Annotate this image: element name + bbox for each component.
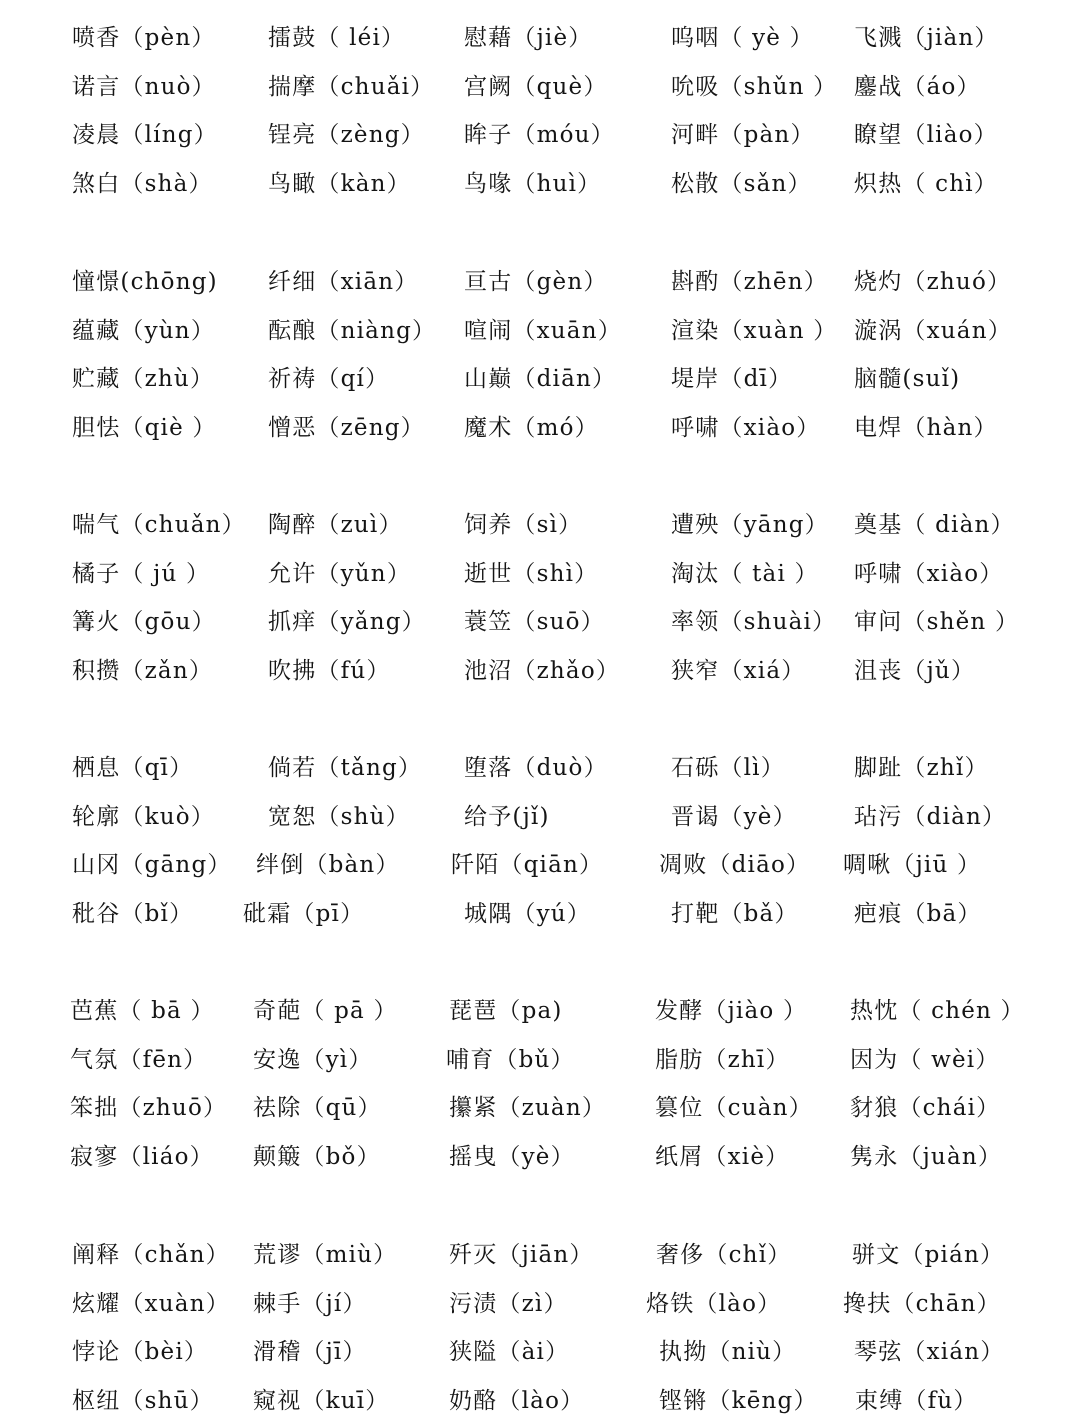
word-entry: 笨拙（zhuō） (70, 1095, 228, 1122)
word-entry: 给予(jǐ) (464, 803, 550, 830)
word-entry: 松散（sǎn） (671, 170, 812, 197)
word-entry: 啁啾（jiū ） (843, 852, 982, 879)
word-entry: 棘手（jí） (253, 1290, 367, 1317)
word-entry: 奢侈（chǐ） (656, 1242, 792, 1268)
word-group-6 (0, 1231, 1080, 1425)
word-entry: 魔术（mó） (464, 414, 599, 441)
word-entry: 倘若（tǎng） (268, 755, 423, 781)
word-row (0, 744, 1080, 793)
word-entry: 歼灭（jiān） (449, 1242, 594, 1268)
word-entry: 烙铁（lào） (646, 1290, 782, 1317)
word-entry: 悖论（bèi） (72, 1339, 209, 1366)
word-entry: 诺言（nuò） (72, 73, 216, 100)
word-row (0, 550, 1080, 599)
word-group-1 (0, 14, 1080, 208)
word-entry: 污渍（zì） (449, 1290, 568, 1317)
word-entry: 贮藏（zhù） (72, 366, 215, 393)
word-entry: 气氛（fēn） (70, 1046, 208, 1073)
word-entry: 率领（shuài） (671, 609, 837, 636)
word-entry: 滑稽（jī） (253, 1339, 367, 1366)
word-entry: 疤痕（bā） (854, 900, 982, 927)
word-entry: 奠基（ diàn） (854, 512, 1015, 538)
word-entry: 轮廓（kuò） (72, 803, 215, 830)
word-entry: 发酵（jiào ） (655, 998, 808, 1024)
word-row (0, 1377, 1080, 1425)
word-entry: 煞白（shà） (72, 170, 213, 197)
word-row (0, 598, 1080, 647)
word-entry: 寂寥（liáo） (70, 1143, 214, 1170)
word-entry: 山巅（diān） (464, 366, 617, 393)
word-entry: 漩涡（xuán） (854, 317, 1012, 344)
word-row (0, 14, 1080, 63)
word-entry: 安逸（yì） (253, 1046, 373, 1073)
word-entry: 橘子（ jú ） (72, 560, 211, 587)
word-entry: 束缚（fù） (855, 1387, 978, 1414)
word-entry: 池沼（zhǎo） (464, 657, 621, 684)
word-entry: 狭隘（ài） (449, 1339, 570, 1366)
word-entry: 攥紧（zuàn） (449, 1095, 607, 1122)
word-entry: 吹拂（fú） (268, 657, 391, 684)
word-entry: 宽恕（shù） (268, 803, 410, 830)
word-row (0, 1133, 1080, 1182)
word-entry: 蕴藏（yùn） (72, 317, 216, 344)
word-entry: 呼啸（xiào） (671, 414, 821, 441)
word-entry: 搀扶（chān） (843, 1290, 1001, 1317)
word-entry: 凌晨（líng） (72, 122, 218, 149)
word-entry: 凋败（diāo） (659, 852, 811, 879)
word-entry: 飞溅（jiàn） (854, 25, 999, 51)
word-entry: 因为（ wèi） (850, 1046, 1000, 1073)
word-entry: 芭蕉（ bā ） (70, 998, 215, 1024)
word-row (0, 63, 1080, 112)
word-row (0, 1036, 1080, 1085)
word-row (0, 307, 1080, 356)
word-row (0, 1328, 1080, 1377)
word-entry: 绊倒（bàn） (256, 852, 400, 879)
word-entry: 荒谬（miù） (253, 1242, 398, 1268)
word-entry: 胆怯（qiè ） (72, 414, 217, 441)
word-entry: 铿锵（kēng） (659, 1387, 818, 1414)
word-entry: 鏖战（áo） (854, 73, 981, 100)
word-entry: 玷污（diàn） (854, 803, 1007, 830)
word-entry: 窥视（kuī） (253, 1387, 390, 1414)
word-entry: 枢纽（shū） (72, 1387, 214, 1414)
word-entry: 炫耀（xuàn） (72, 1290, 230, 1317)
word-entry: 眸子（móu） (464, 122, 615, 149)
word-entry: 城隅（yú） (464, 900, 592, 927)
word-entry: 骈文（pián） (852, 1242, 1005, 1268)
word-group-2 (0, 258, 1080, 452)
word-entry: 琴弦（xián） (854, 1339, 1005, 1366)
word-entry: 抓痒（yǎng） (268, 609, 426, 636)
word-entry: 憎恶（zēng） (268, 414, 425, 441)
word-row (0, 1084, 1080, 1133)
word-row (0, 647, 1080, 696)
word-entry: 渲染（xuàn ） (671, 317, 838, 344)
word-entry: 颠簸（bǒ） (253, 1143, 381, 1170)
word-entry: 祛除（qū） (253, 1095, 382, 1122)
word-entry: 堤岸（dī） (671, 366, 793, 393)
word-entry: 斟酌（zhēn） (671, 269, 828, 295)
word-entry: 奇葩（ pā ） (253, 998, 398, 1024)
word-entry: 喷香（pèn） (72, 25, 216, 51)
word-row (0, 258, 1080, 307)
word-entry: 脂肪（zhī） (655, 1046, 790, 1073)
word-entry: 晋谒（yè） (671, 803, 797, 830)
word-row (0, 1231, 1080, 1280)
word-entry: 执拗（niù） (659, 1339, 797, 1366)
word-entry: 呼啸（xiào） (854, 560, 1004, 587)
word-entry: 逝世（shì） (464, 560, 599, 587)
word-entry: 亘古（gèn） (464, 269, 608, 295)
word-row (0, 501, 1080, 550)
word-entry: 遭殃（yāng） (671, 512, 829, 538)
word-row (0, 404, 1080, 453)
word-entry: 酝酿（niàng） (268, 317, 437, 344)
word-entry: 纸屑（xiè） (655, 1143, 790, 1170)
word-entry: 豺狼（chái） (850, 1095, 1001, 1122)
word-entry: 积攒（zǎn） (72, 657, 214, 684)
word-entry: 揣摩（chuǎi） (268, 73, 435, 100)
word-entry: 奶酪（lào） (449, 1387, 585, 1414)
word-entry: 哺育（bǔ） (446, 1046, 575, 1073)
word-entry: 阐释（chǎn） (72, 1242, 230, 1268)
word-group-4 (0, 744, 1080, 938)
word-entry: 鸟喙（huì） (464, 170, 602, 197)
word-entry: 琵琶（pa) (449, 998, 563, 1024)
word-entry: 栖息（qī） (72, 755, 194, 781)
word-row (0, 355, 1080, 404)
word-entry: 山冈（gāng） (72, 852, 232, 879)
word-entry: 摇曳（yè） (449, 1143, 575, 1170)
word-entry: 允许（yǔn） (268, 560, 412, 587)
word-entry: 烧灼（zhuó） (854, 269, 1012, 295)
word-entry: 审问（shěn ） (854, 609, 1020, 636)
word-entry: 祈祷（qí） (268, 366, 390, 393)
word-entry: 陶醉（zuì） (268, 512, 403, 538)
word-entry: 篡位（cuàn） (655, 1095, 813, 1122)
word-group-5 (0, 987, 1080, 1181)
word-entry: 石砾（lì） (671, 755, 785, 781)
word-entry: 电焊（hàn） (854, 414, 998, 441)
word-entry: 热忱（ chén ） (850, 998, 1025, 1024)
word-entry: 吮吸（shǔn ） (671, 73, 838, 100)
word-entry: 喧闹（xuān） (464, 317, 622, 344)
word-row (0, 160, 1080, 209)
word-entry: 呜咽（ yè ） (671, 25, 814, 51)
word-entry: 沮丧（jǔ） (854, 657, 976, 684)
word-row (0, 111, 1080, 160)
word-entry: 擂鼓（ léi） (268, 25, 406, 51)
word-entry: 堕落（duò） (464, 755, 608, 781)
word-entry: 篝火（gōu） (72, 609, 216, 636)
word-entry: 纤细（xiān） (268, 269, 419, 295)
word-group-3 (0, 501, 1080, 695)
word-entry: 憧憬(chōng) (72, 269, 218, 295)
word-entry: 宫阙（què） (464, 73, 608, 100)
word-entry: 脚趾（zhǐ） (854, 755, 989, 781)
word-entry: 慰藉（jiè） (464, 25, 593, 51)
word-entry: 瞭望（liào） (854, 122, 998, 149)
word-entry: 阡陌（qiān） (451, 852, 604, 879)
word-entry: 脑髓(suǐ) (854, 366, 961, 393)
word-entry: 砒霜（pī） (243, 900, 365, 927)
word-entry: 锃亮（zèng） (268, 122, 425, 149)
word-entry: 隽永（juàn） (850, 1143, 1003, 1170)
word-row (0, 1280, 1080, 1329)
word-entry: 鸟瞰（kàn） (268, 170, 411, 197)
word-entry: 秕谷（bǐ） (72, 900, 194, 927)
word-entry: 喘气（chuǎn） (72, 512, 246, 538)
word-entry: 炽热（ chì） (854, 170, 998, 197)
word-row (0, 890, 1080, 939)
word-row (0, 987, 1080, 1036)
word-entry: 饲养（sì） (464, 512, 583, 538)
word-entry: 淘汰（ tài ） (671, 560, 819, 587)
word-entry: 打靶（bǎ） (671, 900, 799, 927)
word-row (0, 793, 1080, 842)
word-entry: 蓑笠（suō） (464, 609, 605, 636)
word-entry: 河畔（pàn） (671, 122, 815, 149)
word-entry: 狭窄（xiá） (671, 657, 806, 684)
word-row (0, 841, 1080, 890)
